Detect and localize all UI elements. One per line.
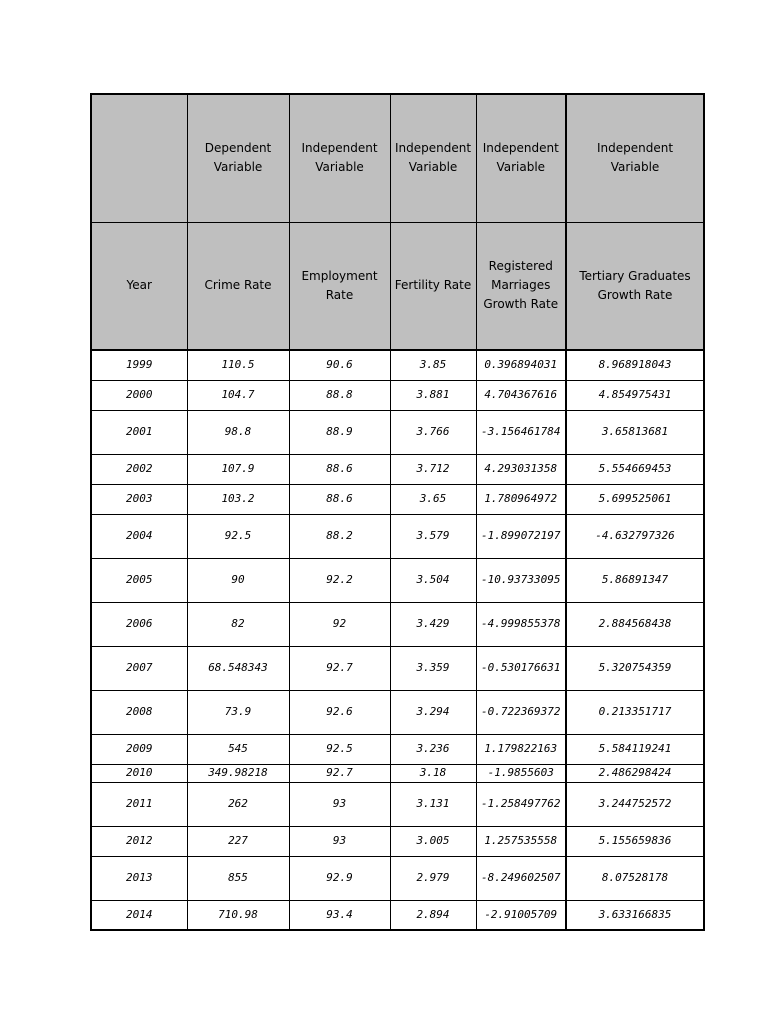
- year-cell: 2013: [91, 856, 187, 900]
- header-cell-graduates-type: Independent Variable: [566, 94, 704, 222]
- employment-rate-cell: 92.5: [289, 734, 390, 764]
- fertility-rate-cell: 3.005: [390, 826, 476, 856]
- employment-rate-cell: 93: [289, 826, 390, 856]
- header-cell-crime-rate: Crime Rate: [187, 222, 289, 350]
- table-row: [91, 602, 704, 646]
- graduates-growth-cell: 8.07528178: [566, 856, 704, 900]
- year-cell: 2002: [91, 454, 187, 484]
- marriages-growth-cell: 1.780964972: [476, 484, 566, 514]
- marriages-growth-cell: -4.999855378: [476, 602, 566, 646]
- table-row: [91, 514, 704, 558]
- table-row: [91, 350, 704, 380]
- fertility-rate-cell: 3.429: [390, 602, 476, 646]
- crime-rate-cell: 545: [187, 734, 289, 764]
- graduates-growth-cell: 5.699525061: [566, 484, 704, 514]
- year-cell: 2004: [91, 514, 187, 558]
- fertility-rate-cell: 3.359: [390, 646, 476, 690]
- table-row: [91, 690, 704, 734]
- table-row: [91, 410, 704, 454]
- marriages-growth-cell: -1.9855603: [476, 764, 566, 782]
- graduates-growth-cell: 5.155659836: [566, 826, 704, 856]
- employment-rate-cell: 92: [289, 602, 390, 646]
- variable-type-header-row: [91, 94, 704, 222]
- marriages-growth-cell: 0.396894031: [476, 350, 566, 380]
- year-cell: 2001: [91, 410, 187, 454]
- header-cell-fertility-rate-type: Independent Variable: [390, 94, 476, 222]
- fertility-rate-cell: 3.504: [390, 558, 476, 602]
- header-cell-graduates-growth-rate: Tertiary Graduates Growth Rate: [566, 222, 704, 350]
- marriages-growth-cell: 4.704367616: [476, 380, 566, 410]
- marriages-growth-cell: -10.93733095: [476, 558, 566, 602]
- table-row: [91, 856, 704, 900]
- header-cell-fertility-rate: Fertility Rate: [390, 222, 476, 350]
- crime-rate-cell: 227: [187, 826, 289, 856]
- fertility-rate-cell: 3.294: [390, 690, 476, 734]
- employment-rate-cell: 88.9: [289, 410, 390, 454]
- marriages-growth-cell: -1.899072197: [476, 514, 566, 558]
- employment-rate-cell: 88.2: [289, 514, 390, 558]
- data-table: [90, 93, 705, 931]
- year-cell: 2010: [91, 764, 187, 782]
- employment-rate-cell: 92.2: [289, 558, 390, 602]
- marriages-growth-cell: -1.258497762: [476, 782, 566, 826]
- fertility-rate-cell: 3.18: [390, 764, 476, 782]
- employment-rate-cell: 92.7: [289, 646, 390, 690]
- marriages-growth-cell: 1.257535558: [476, 826, 566, 856]
- graduates-growth-cell: 5.320754359: [566, 646, 704, 690]
- table-row: [91, 646, 704, 690]
- employment-rate-cell: 88.6: [289, 484, 390, 514]
- table-body: [91, 350, 704, 930]
- marriages-growth-cell: -0.530176631: [476, 646, 566, 690]
- marriages-growth-cell: -2.91005709: [476, 900, 566, 930]
- graduates-growth-cell: 3.633166835: [566, 900, 704, 930]
- crime-rate-cell: 104.7: [187, 380, 289, 410]
- fertility-rate-cell: 3.579: [390, 514, 476, 558]
- graduates-growth-cell: 0.213351717: [566, 690, 704, 734]
- year-cell: 2003: [91, 484, 187, 514]
- fertility-rate-cell: 3.712: [390, 454, 476, 484]
- header-cell-employment-rate: Employment Rate: [289, 222, 390, 350]
- header-cell-blank: [91, 94, 187, 222]
- table-row: [91, 454, 704, 484]
- crime-rate-cell: 110.5: [187, 350, 289, 380]
- crime-rate-cell: 710.98: [187, 900, 289, 930]
- year-cell: 2014: [91, 900, 187, 930]
- table-row: [91, 826, 704, 856]
- graduates-growth-cell: 8.968918043: [566, 350, 704, 380]
- fertility-rate-cell: 3.766: [390, 410, 476, 454]
- fertility-rate-cell: 2.979: [390, 856, 476, 900]
- graduates-growth-cell: 5.554669453: [566, 454, 704, 484]
- employment-rate-cell: 88.8: [289, 380, 390, 410]
- year-cell: 2009: [91, 734, 187, 764]
- marriages-growth-cell: -0.722369372: [476, 690, 566, 734]
- crime-rate-cell: 349.98218: [187, 764, 289, 782]
- marriages-growth-cell: -3.156461784: [476, 410, 566, 454]
- fertility-rate-cell: 3.131: [390, 782, 476, 826]
- header-cell-marriages-growth-rate: Registered Marriages Growth Rate: [476, 222, 566, 350]
- crime-rate-cell: 103.2: [187, 484, 289, 514]
- header-cell-employment-rate-type: Independent Variable: [289, 94, 390, 222]
- graduates-growth-cell: 4.854975431: [566, 380, 704, 410]
- table-row: [91, 764, 704, 782]
- year-cell: 2000: [91, 380, 187, 410]
- year-cell: 2012: [91, 826, 187, 856]
- employment-rate-cell: 88.6: [289, 454, 390, 484]
- marriages-growth-cell: 4.293031358: [476, 454, 566, 484]
- year-cell: 2008: [91, 690, 187, 734]
- table-row: [91, 558, 704, 602]
- table-row: [91, 782, 704, 826]
- year-cell: 2011: [91, 782, 187, 826]
- table-row: [91, 380, 704, 410]
- crime-rate-cell: 68.548343: [187, 646, 289, 690]
- graduates-growth-cell: 5.584119241: [566, 734, 704, 764]
- crime-rate-cell: 92.5: [187, 514, 289, 558]
- graduates-growth-cell: 5.86891347: [566, 558, 704, 602]
- graduates-growth-cell: -4.632797326: [566, 514, 704, 558]
- crime-rate-cell: 73.9: [187, 690, 289, 734]
- fertility-rate-cell: 2.894: [390, 900, 476, 930]
- employment-rate-cell: 93: [289, 782, 390, 826]
- header-cell-crime-rate-type: Dependent Variable: [187, 94, 289, 222]
- year-cell: 1999: [91, 350, 187, 380]
- fertility-rate-cell: 3.85: [390, 350, 476, 380]
- employment-rate-cell: 92.7: [289, 764, 390, 782]
- employment-rate-cell: 93.4: [289, 900, 390, 930]
- crime-rate-cell: 98.8: [187, 410, 289, 454]
- graduates-growth-cell: 3.65813681: [566, 410, 704, 454]
- year-cell: 2006: [91, 602, 187, 646]
- table-row: [91, 484, 704, 514]
- graduates-growth-cell: 2.486298424: [566, 764, 704, 782]
- fertility-rate-cell: 3.236: [390, 734, 476, 764]
- employment-rate-cell: 92.6: [289, 690, 390, 734]
- header-cell-year: Year: [91, 222, 187, 350]
- header-cell-marriages-type: Independent Variable: [476, 94, 566, 222]
- column-name-header-row: [91, 222, 704, 350]
- crime-rate-cell: 82: [187, 602, 289, 646]
- table-row: [91, 900, 704, 930]
- crime-rate-cell: 107.9: [187, 454, 289, 484]
- table-row: [91, 734, 704, 764]
- graduates-growth-cell: 3.244752572: [566, 782, 704, 826]
- crime-rate-cell: 90: [187, 558, 289, 602]
- employment-rate-cell: 90.6: [289, 350, 390, 380]
- graduates-growth-cell: 2.884568438: [566, 602, 704, 646]
- year-cell: 2005: [91, 558, 187, 602]
- marriages-growth-cell: 1.179822163: [476, 734, 566, 764]
- employment-rate-cell: 92.9: [289, 856, 390, 900]
- crime-rate-cell: 262: [187, 782, 289, 826]
- crime-rate-cell: 855: [187, 856, 289, 900]
- year-cell: 2007: [91, 646, 187, 690]
- fertility-rate-cell: 3.65: [390, 484, 476, 514]
- marriages-growth-cell: -8.249602507: [476, 856, 566, 900]
- fertility-rate-cell: 3.881: [390, 380, 476, 410]
